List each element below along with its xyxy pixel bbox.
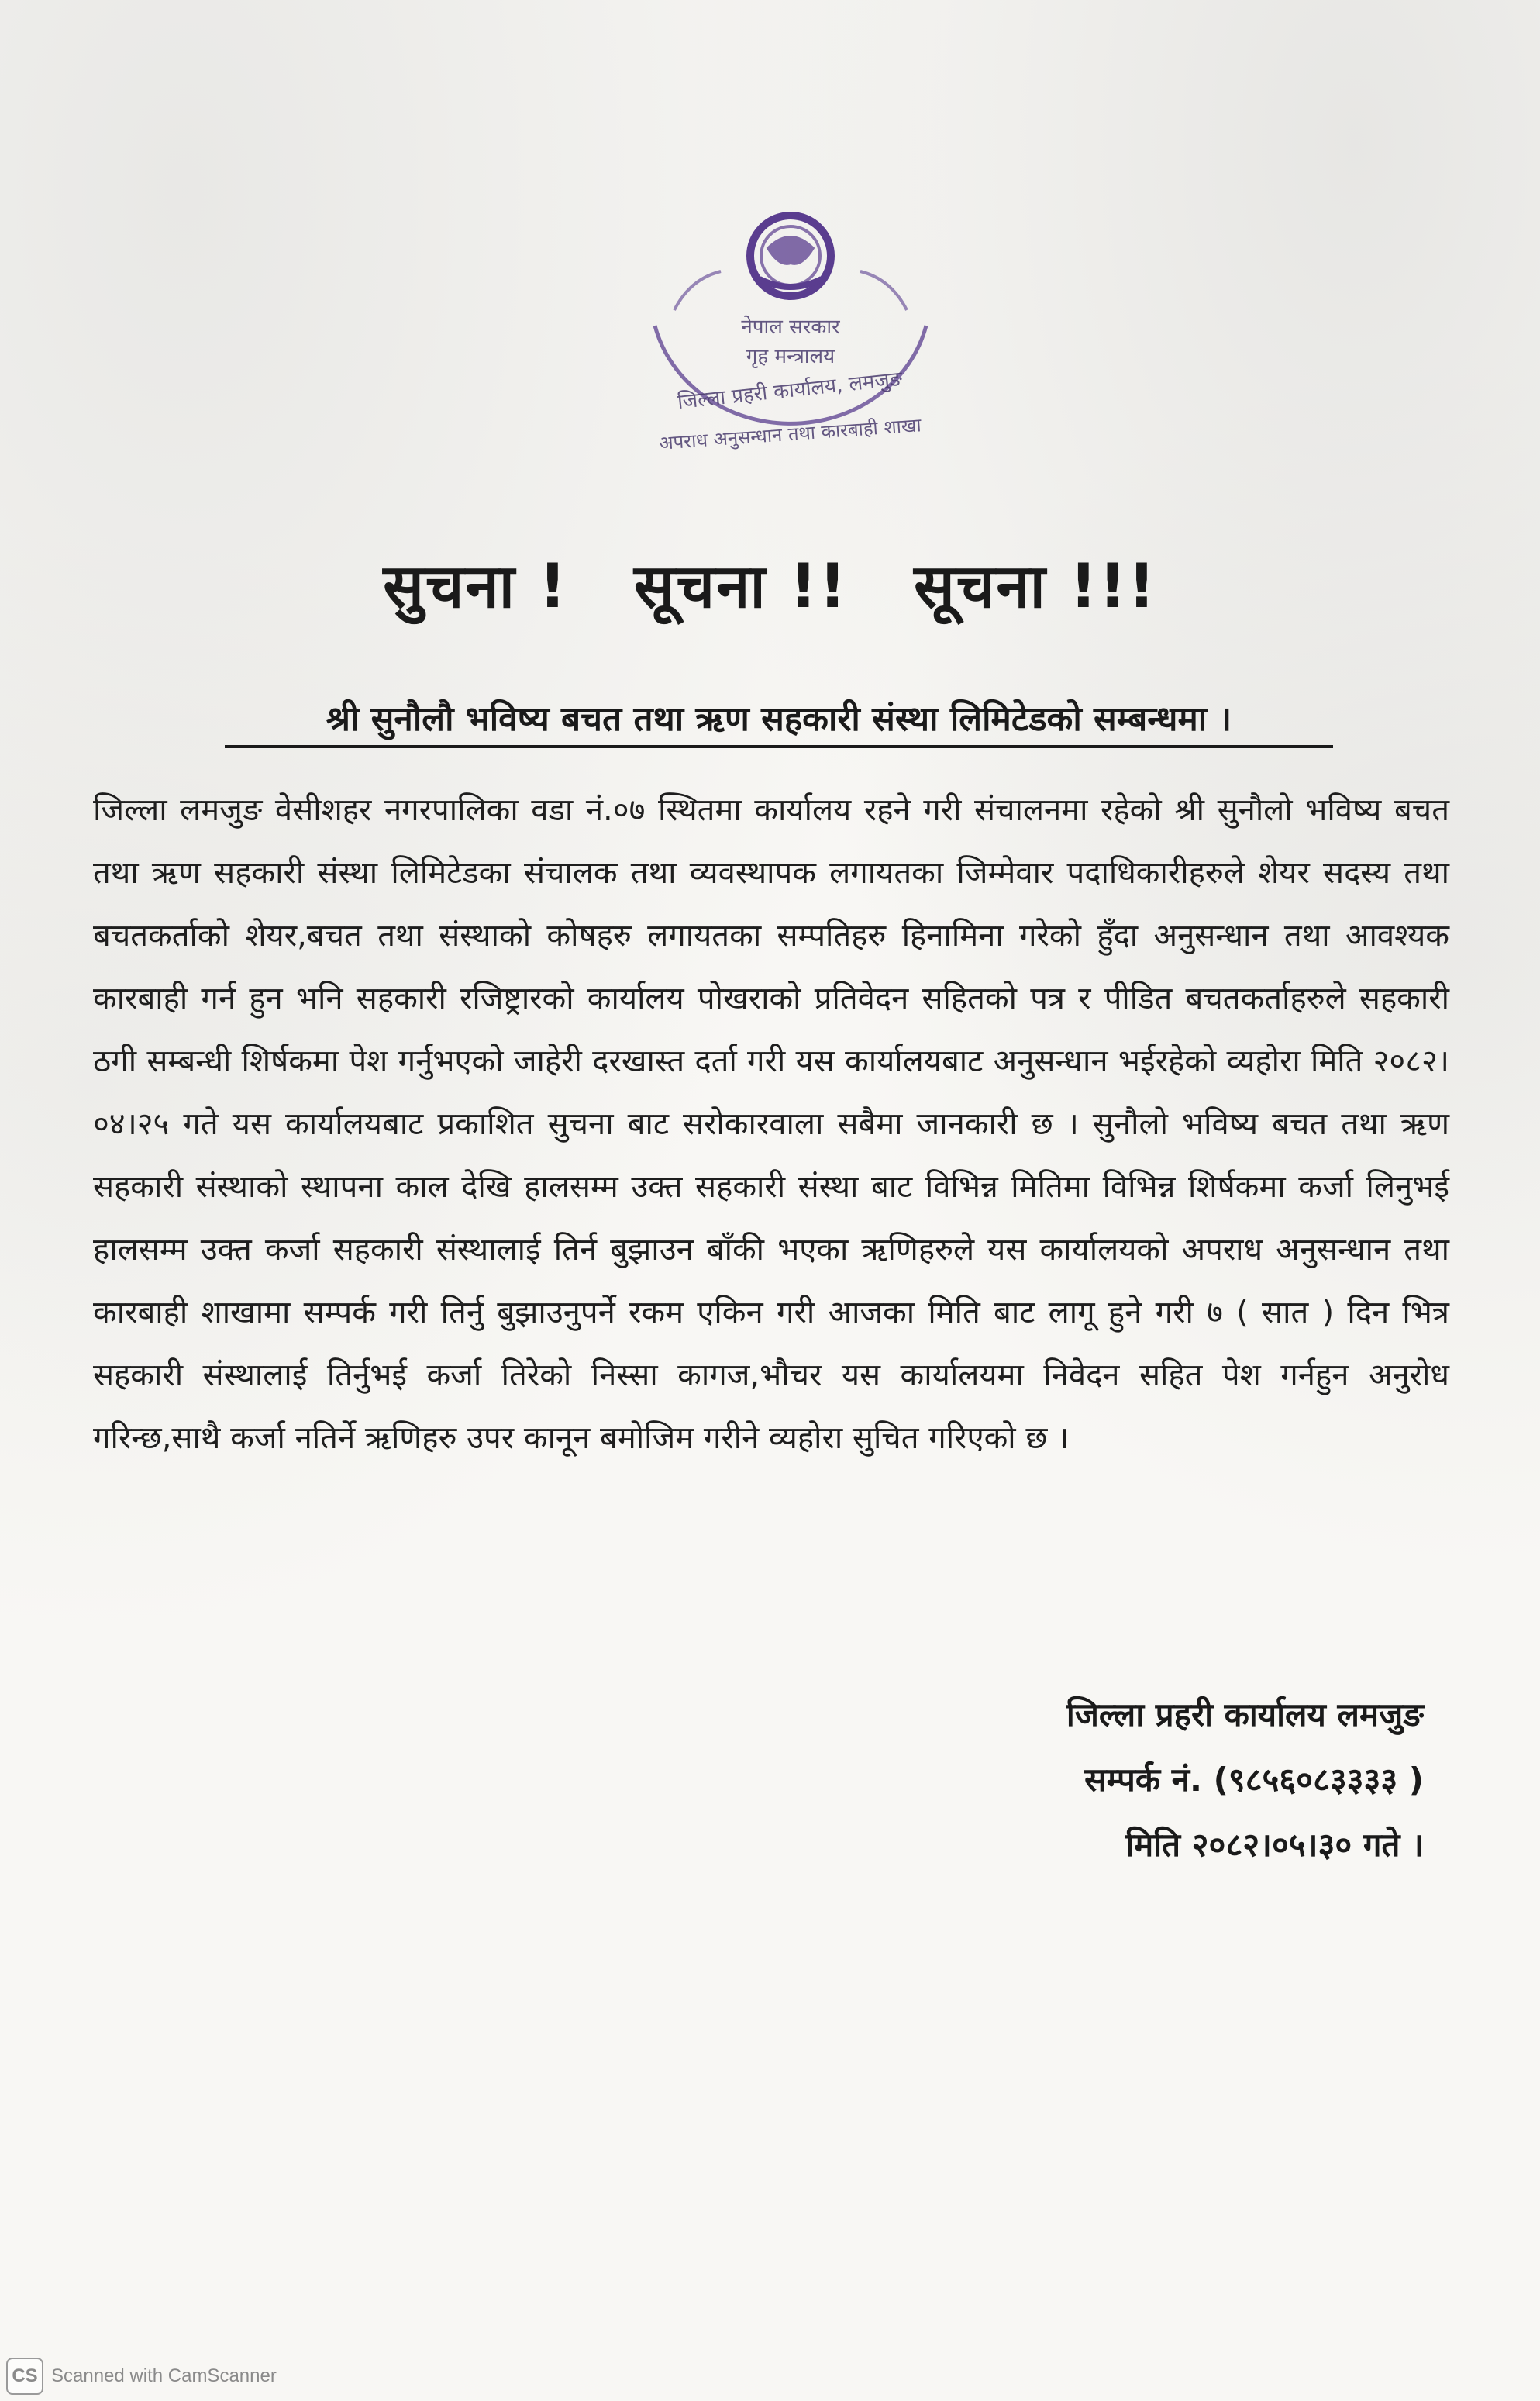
- seal-line-4: अपराध अनुसन्धान तथा कारबाही शाखा: [658, 414, 922, 454]
- signature-office: जिल्ला प्रहरी कार्यालय लमजुङ: [1066, 1696, 1424, 1733]
- seal-line-2: गृह मन्त्रालय: [746, 345, 835, 368]
- scanner-watermark: [6, 2358, 277, 2395]
- camscanner-logo-icon: CS: [6, 2358, 43, 2395]
- signature-contact: सम्पर्क नं. (९८५६०८३३३३ ): [1084, 1761, 1424, 1799]
- notice-subject: श्री सुनौलौ भविष्य बचत तथा ऋण सहकारी संस्था लिमिटेडको सम्बन्धमा ।: [225, 694, 1333, 748]
- seal-emblem-icon: [750, 216, 831, 296]
- seal-line-1: नेपाल सरकार: [741, 316, 840, 339]
- headline-word-1: सुचना !: [383, 552, 568, 622]
- notice-headline: [0, 543, 1540, 625]
- seal-line-3: जिल्ला प्रहरी कार्यालय, लमजुङ: [676, 367, 904, 415]
- headline-word-2: सूचना !!: [633, 552, 848, 622]
- notice-body: जिल्ला लमजुङ वेसीशहर नगरपालिका वडा नं.०७ स्थितमा कार्यालय रहने गरी संचालनमा रहेको श्री सुनौलो भविष्य बचत तथा ऋण सहकारी संस्था लिमिटेडका संचालक तथा व्यवस्थापक लगायतका जिम्मेवार पदाधिकारीहरुले शेयर सदस्य तथा बचतकर्ताको शेयर,बचत तथा संस्थाको कोषहरु लगायतका सम्पतिहरु हिनामिना गरेको हुँदा अनुसन्धान तथा आवश्यक कारबाही गर्न हुन भनि सहकारी रजिष्ट्रारको कार्यालय पोखराको प्रतिवेदन सहितको पत्र र पीडित बचतकर्ताहरुले सहकारी ठगी सम्बन्धी शिर्षकमा पेश गर्नुभएको जाहेरी दरखास्त दर्ता गरी यस कार्यालयबाट अनुसन्धान भईरहेको व्यहोरा मिति २०८२।०४।२५ गते यस कार्यालयबाट प्रकाशित सुचना बाट सरोकारवाला सबैमा जानकारी छ । सुनौलो भविष्य बचत तथा ऋण सहकारी संस्थाको स्थापना काल देखि हालसम्म उक्त सहकारी संस्था बाट विभिन्न मितिमा विभिन्न शिर्षकमा कर्जा लिनुभई हालसम्म उक्त कर्जा सहकारी संस्थालाई तिर्न बुझाउन बाँकी भएका ऋणिहरुले यस कार्यालयको अपराध अनुसन्धान तथा कारबाही शाखामा सम्पर्क गरी तिर्नु बुझाउनुपर्ने रकम एकिन गरी आजका मिति बाट लागू हुने गरी ७ ( सात ) दिन भित्र सहकारी संस्थालाई तिर्नुभई कर्जा तिरेको निस्सा कागज,भौचर यस कार्यालयमा निवेदन सहित पेश गर्नहुन अनुरोध गरिन्छ,साथै कर्जा नतिर्ने ऋणिहरु उपर कानून बमोजिम गरीने व्यहोरा सुचित गरिएको छ ।: [93, 792, 1449, 1456]
- headline-word-3: सूचना !!!: [914, 552, 1157, 622]
- office-seal-stamp: [612, 194, 969, 504]
- signature-block: [1066, 1682, 1424, 1878]
- signature-date: मिति २०८२।०५।३० गते ।: [1125, 1826, 1424, 1864]
- scanner-label: Scanned with CamScanner: [51, 2365, 277, 2386]
